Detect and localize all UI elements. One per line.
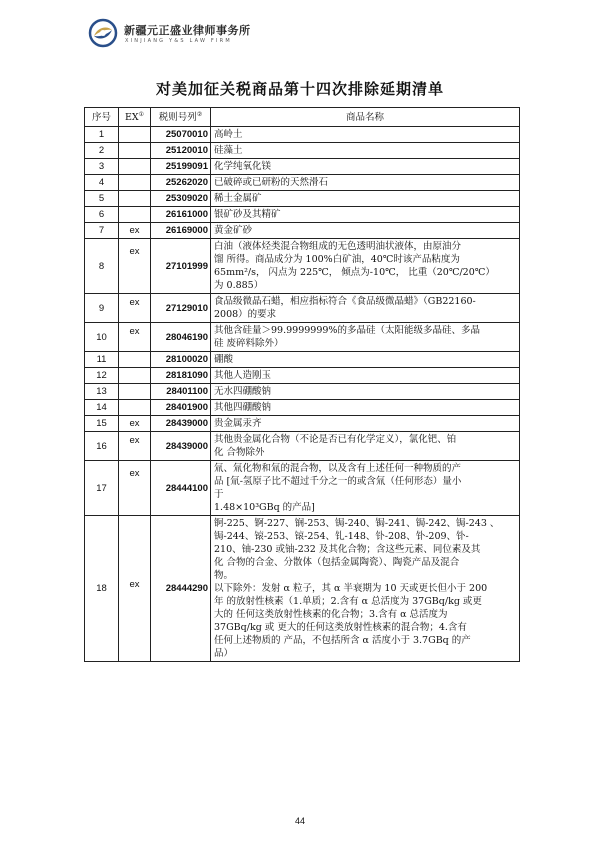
row-product-name: 化学纯氧化镁 bbox=[211, 159, 520, 175]
row-product-name-line: 年 的放射性核素（1.单质；2.含有 α 总活度为 37GBq/kg 或更 bbox=[214, 596, 482, 607]
row-ex-flag bbox=[119, 207, 151, 223]
row-tariff-code: 28100020 bbox=[151, 352, 211, 368]
col-header-code-label: 税则号列 bbox=[158, 111, 197, 123]
row-index: 18 bbox=[85, 516, 119, 662]
row-index: 1 bbox=[85, 127, 119, 143]
firm-header bbox=[88, 18, 288, 52]
row-index: 17 bbox=[85, 461, 119, 516]
row-index: 3 bbox=[85, 159, 119, 175]
row-product-name bbox=[211, 294, 520, 323]
col-header-code bbox=[151, 108, 211, 127]
row-product-name-line: 其他贵金属化合物（不论是否已有化学定义），氯化钯、铂 bbox=[214, 434, 457, 445]
row-product-name: 硅藻土 bbox=[211, 143, 520, 159]
row-ex-flag: ex bbox=[119, 294, 151, 323]
row-tariff-code: 26161000 bbox=[151, 207, 211, 223]
row-tariff-code: 28401900 bbox=[151, 400, 211, 416]
row-product-name-line: 食品级微晶石蜡，相应指标符合《食品级微晶蜡》（GB22160- bbox=[214, 296, 476, 307]
row-product-name-line: 大的 任何这类放射性核素的化合物；3.含有 α 总活度为 bbox=[214, 609, 448, 620]
row-product-name: 其他四硼酸钠 bbox=[211, 400, 520, 416]
row-product-name bbox=[211, 323, 520, 352]
table-row bbox=[85, 384, 520, 400]
table-row bbox=[85, 143, 520, 159]
row-product-name: 无水四硼酸钠 bbox=[211, 384, 520, 400]
row-tariff-code: 28444290 bbox=[151, 516, 211, 662]
row-ex-flag: ex bbox=[119, 461, 151, 516]
row-tariff-code: 25120010 bbox=[151, 143, 211, 159]
row-product-name-line: 任何上述物质的 产品，不包括所含 α 活度小于 3.7GBq 的产 bbox=[214, 635, 471, 646]
row-product-name-line: 化 合物除外 bbox=[214, 447, 265, 458]
row-product-name-line: 品 [氚-氢原子比不超过千分之一的或含氚（任何形态）量小 bbox=[214, 476, 462, 487]
row-product-name: 黄金矿砂 bbox=[211, 223, 520, 239]
row-ex-flag bbox=[119, 352, 151, 368]
row-ex-flag: ex bbox=[119, 432, 151, 461]
row-product-name-line: 氚、氚化物和氚的混合物，以及含有上述任何一种物质的产 bbox=[214, 463, 462, 474]
row-index: 14 bbox=[85, 400, 119, 416]
table-row bbox=[85, 368, 520, 384]
table-row bbox=[85, 416, 520, 432]
row-tariff-code: 28439000 bbox=[151, 416, 211, 432]
row-ex-flag bbox=[119, 143, 151, 159]
row-product-name: 贵金属汞齐 bbox=[211, 416, 520, 432]
row-index: 6 bbox=[85, 207, 119, 223]
row-product-name: 硼酸 bbox=[211, 352, 520, 368]
row-product-name-line: 65mm²/s， 闪点为 225℃， 倾点为-10℃， 比重（20℃/20℃） bbox=[214, 267, 495, 278]
row-ex-flag bbox=[119, 400, 151, 416]
row-index: 15 bbox=[85, 416, 119, 432]
row-product-name-line: 馏 所得。商品成分为 100%白矿油，40℃时该产品粘度为 bbox=[214, 254, 460, 265]
row-ex-flag bbox=[119, 159, 151, 175]
row-tariff-code: 25262020 bbox=[151, 175, 211, 191]
row-product-name bbox=[211, 239, 520, 294]
table-row bbox=[85, 207, 520, 223]
row-tariff-code: 25199091 bbox=[151, 159, 211, 175]
row-ex-flag: ex bbox=[119, 223, 151, 239]
page-number: 44 bbox=[294, 816, 305, 826]
table-row bbox=[85, 239, 520, 294]
row-tariff-code: 28401100 bbox=[151, 384, 211, 400]
table-row bbox=[85, 516, 520, 662]
row-product-name: 已破碎或已研粉的天然滑石 bbox=[211, 175, 520, 191]
row-index: 2 bbox=[85, 143, 119, 159]
row-ex-flag bbox=[119, 127, 151, 143]
row-product-name-line: 37GBq/kg 或 更大的任何这类放射性核素的混合物；4.含有 bbox=[214, 622, 467, 633]
row-product-name-line: 化 合物的合金、分散体（包括金属陶瓷）、陶瓷产品及混合 bbox=[214, 557, 460, 568]
table-body bbox=[85, 127, 520, 662]
row-index: 7 bbox=[85, 223, 119, 239]
row-product-name bbox=[211, 516, 520, 662]
table-row bbox=[85, 223, 520, 239]
row-product-name-line: 锔-244、锿-253、锿-254、钆-148、钋-208、钋-209、钋- bbox=[214, 531, 469, 542]
table-row bbox=[85, 461, 520, 516]
row-ex-flag: ex bbox=[119, 239, 151, 294]
row-product-name-line: 于 bbox=[214, 489, 224, 500]
table-header-row bbox=[85, 108, 520, 127]
row-tariff-code: 28046190 bbox=[151, 323, 211, 352]
row-ex-flag: ex bbox=[119, 516, 151, 662]
row-product-name-line: 白油（液体烃类混合物组成的无色透明油状液体，由原油分 bbox=[214, 241, 462, 252]
row-product-name: 银矿砂及其精矿 bbox=[211, 207, 520, 223]
row-ex-flag bbox=[119, 175, 151, 191]
row-ex-flag bbox=[119, 191, 151, 207]
firm-name-cn: 新疆元正盛业律师事务所 bbox=[124, 24, 251, 37]
row-tariff-code: 25309020 bbox=[151, 191, 211, 207]
row-index: 13 bbox=[85, 384, 119, 400]
table-row bbox=[85, 352, 520, 368]
col-header-ex-note: ① bbox=[138, 110, 145, 118]
row-tariff-code: 28439000 bbox=[151, 432, 211, 461]
row-product-name-line: 2008）的要求 bbox=[214, 309, 277, 320]
row-product-name-line: 物。 bbox=[214, 570, 234, 581]
row-index: 9 bbox=[85, 294, 119, 323]
table-row bbox=[85, 159, 520, 175]
row-product-name bbox=[211, 461, 520, 516]
row-product-name-line: 为 0.885） bbox=[214, 280, 264, 291]
row-product-name-line: 其他含硅量＞99.9999999%的多晶硅（太阳能级多晶硅、多晶 bbox=[214, 325, 480, 336]
row-product-name-line: 以下除外：发射 α 粒子，其 α 半衰期为 10 天或更长但小于 200 bbox=[214, 583, 488, 594]
row-ex-flag: ex bbox=[119, 323, 151, 352]
page-title: 对美加征关税商品第十四次排除延期清单 bbox=[155, 80, 444, 98]
row-index: 10 bbox=[85, 323, 119, 352]
row-product-name-line: 210、铀-230 或铀-232 及其化合物；含这些元素、同位素及其 bbox=[214, 544, 481, 555]
row-product-name-line: 硅 废碎料除外） bbox=[214, 338, 284, 349]
table-row bbox=[85, 400, 520, 416]
table-row bbox=[85, 432, 520, 461]
col-header-name: 商品名称 bbox=[211, 108, 520, 127]
row-product-name-line: 品） bbox=[214, 648, 234, 659]
row-product-name: 稀土金属矿 bbox=[211, 191, 520, 207]
row-product-name bbox=[211, 432, 520, 461]
exclusion-table bbox=[84, 107, 520, 662]
row-ex-flag bbox=[119, 368, 151, 384]
table-row bbox=[85, 323, 520, 352]
row-tariff-code: 25070010 bbox=[151, 127, 211, 143]
row-index: 4 bbox=[85, 175, 119, 191]
row-index: 16 bbox=[85, 432, 119, 461]
row-tariff-code: 28444100 bbox=[151, 461, 211, 516]
row-index: 11 bbox=[85, 352, 119, 368]
col-header-code-note: ② bbox=[196, 110, 203, 118]
row-tariff-code: 27101999 bbox=[151, 239, 211, 294]
row-product-name-line: 锕-225、锕-227、锎-253、锔-240、锔-241、锔-242、锔-243 、 bbox=[214, 518, 500, 529]
row-product-name-line: 1.48×10³GBq 的产品] bbox=[214, 502, 315, 513]
col-header-ex bbox=[119, 108, 151, 127]
row-product-name: 其他人造刚玉 bbox=[211, 368, 520, 384]
table-row bbox=[85, 294, 520, 323]
row-index: 12 bbox=[85, 368, 119, 384]
col-header-idx: 序号 bbox=[85, 108, 119, 127]
table-row bbox=[85, 191, 520, 207]
table-row bbox=[85, 175, 520, 191]
firm-logo-icon bbox=[88, 18, 118, 48]
row-index: 8 bbox=[85, 239, 119, 294]
row-ex-flag: ex bbox=[119, 416, 151, 432]
table-row bbox=[85, 127, 520, 143]
row-tariff-code: 26169000 bbox=[151, 223, 211, 239]
row-product-name: 高岭土 bbox=[211, 127, 520, 143]
firm-name-en: XINJIANG Y&S LAW FIRM bbox=[125, 38, 232, 44]
row-ex-flag bbox=[119, 384, 151, 400]
row-index: 5 bbox=[85, 191, 119, 207]
col-header-ex-label: EX bbox=[124, 111, 139, 123]
row-tariff-code: 28181090 bbox=[151, 368, 211, 384]
row-tariff-code: 27129010 bbox=[151, 294, 211, 323]
